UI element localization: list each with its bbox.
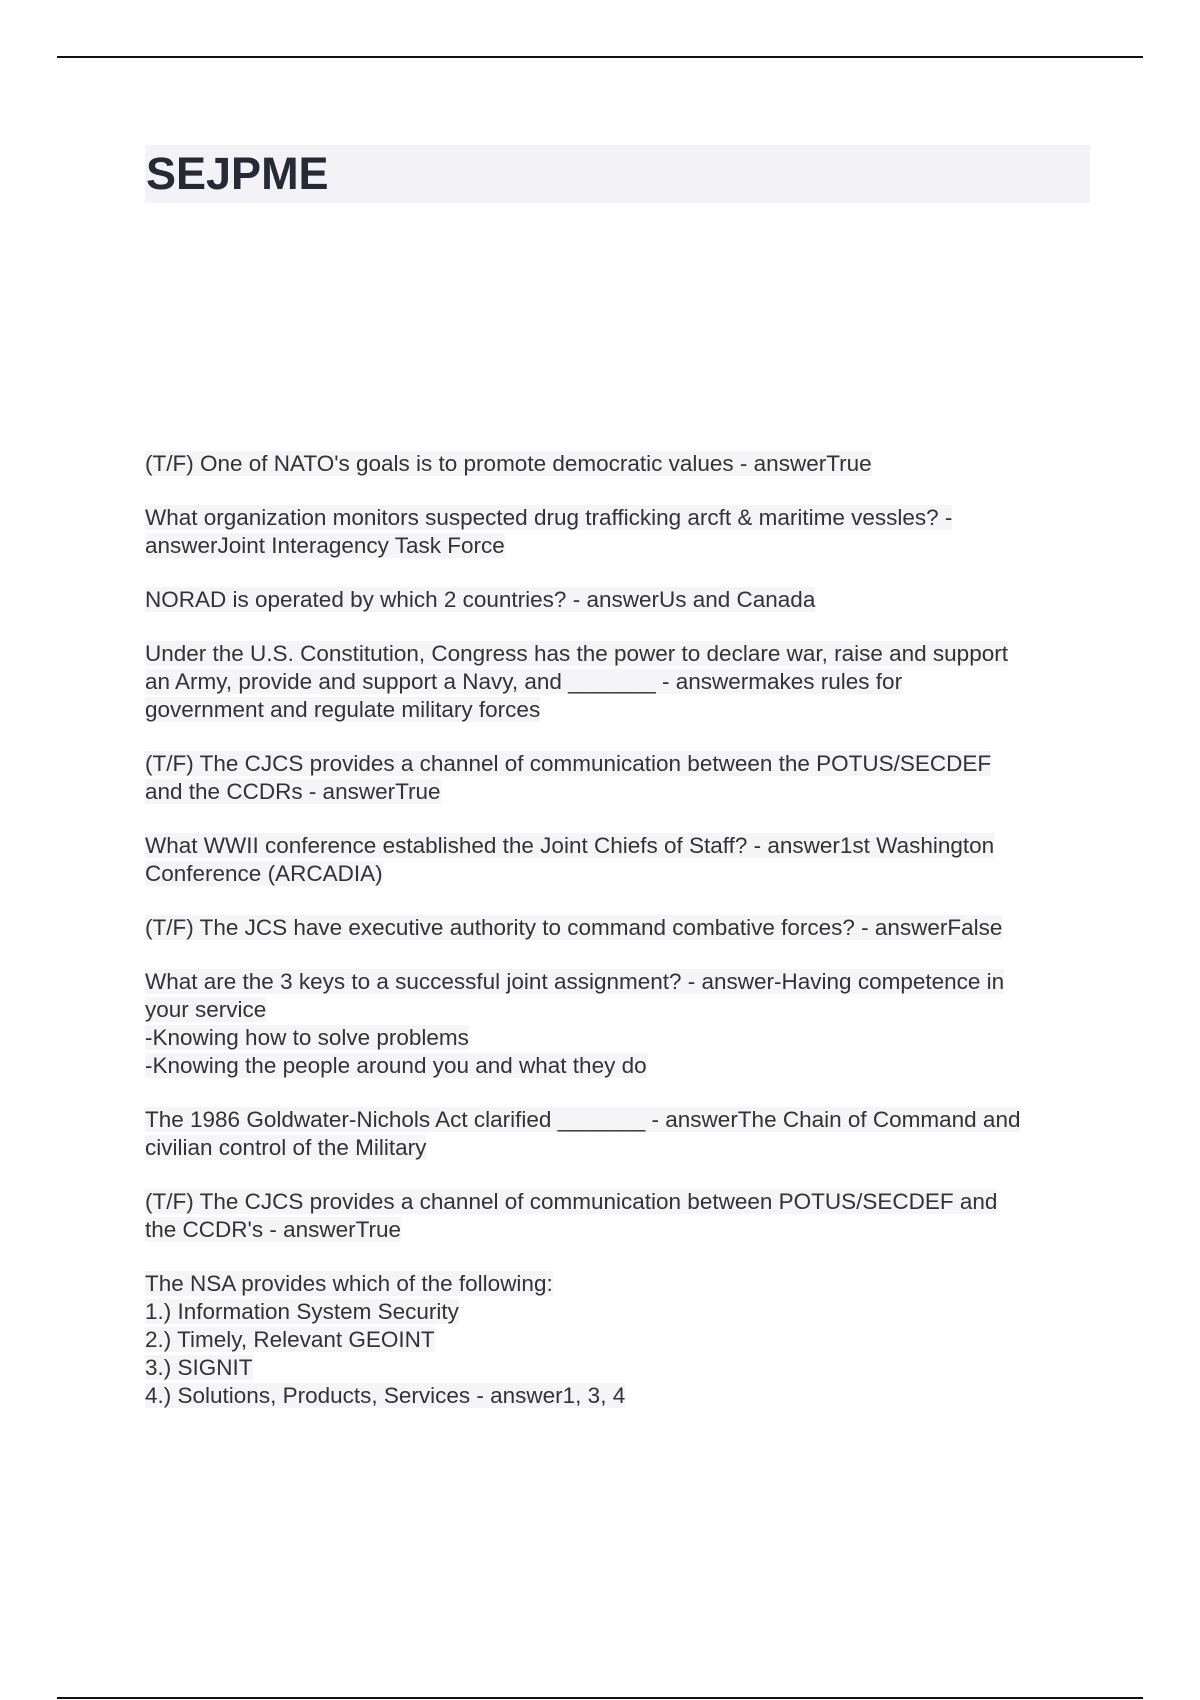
qa-line-text: -Knowing the people around you and what they do <box>145 1053 647 1078</box>
qa-line <box>145 1298 1095 1326</box>
qa-line-text: -Knowing how to solve problems <box>145 1025 469 1050</box>
qa-line-text: 2.) Timely, Relevant GEOINT <box>145 1327 435 1352</box>
qa-line <box>145 1382 1095 1410</box>
qa-line-text: The NSA provides which of the following: <box>145 1271 553 1296</box>
top-rule <box>57 56 1143 58</box>
qa-line <box>145 778 1095 806</box>
qa-line-text: (T/F) One of NATO's goals is to promote democratic values - answerTrue <box>145 451 872 476</box>
qa-item-5 <box>145 750 1095 806</box>
qa-line <box>145 750 1095 778</box>
qa-line-text: 3.) SIGNIT <box>145 1355 253 1380</box>
qa-item-10 <box>145 1188 1095 1244</box>
qa-line <box>145 860 1095 888</box>
qa-line <box>145 1134 1095 1162</box>
qa-line-text: (T/F) The CJCS provides a channel of communication between POTUS/SECDEF and <box>145 1189 998 1214</box>
qa-line-text: Conference (ARCADIA) <box>145 861 383 886</box>
qa-line <box>145 1270 1095 1298</box>
qa-line <box>145 1052 1095 1080</box>
qa-line-text: your service <box>145 997 267 1022</box>
qa-line <box>145 1354 1095 1382</box>
qa-line-text: answerJoint Interagency Task Force <box>145 533 505 558</box>
qa-line <box>145 640 1095 668</box>
qa-line <box>145 1216 1095 1244</box>
qa-item-8 <box>145 968 1095 1080</box>
qa-line <box>145 1024 1095 1052</box>
qa-line-text: an Army, provide and support a Navy, and _______ - answermakes rules for <box>145 669 903 694</box>
qa-item-2 <box>145 504 1095 560</box>
qa-line <box>145 668 1095 696</box>
qa-line <box>145 1106 1095 1134</box>
qa-line-text: 1.) Information System Security <box>145 1299 459 1324</box>
qa-line-text: The 1986 Goldwater-Nichols Act clarified _______ - answerThe Chain of Command and <box>145 1107 1021 1132</box>
qa-line <box>145 832 1095 860</box>
qa-line-text: and the CCDRs - answerTrue <box>145 779 441 804</box>
bottom-rule <box>57 1697 1143 1699</box>
qa-line-text: civilian control of the Military <box>145 1135 427 1160</box>
qa-list <box>145 450 1095 1436</box>
qa-line <box>145 450 1095 478</box>
qa-line-text: What organization monitors suspected drug trafficking arcft & maritime vessles? - <box>145 505 953 530</box>
qa-line <box>145 586 1095 614</box>
qa-line <box>145 1188 1095 1216</box>
qa-item-6 <box>145 832 1095 888</box>
qa-line-text: Under the U.S. Constitution, Congress has the power to declare war, raise and support <box>145 641 1008 666</box>
qa-line-text: What WWII conference established the Joint Chiefs of Staff? - answer1st Washington <box>145 833 995 858</box>
qa-line <box>145 968 1095 996</box>
qa-item-4 <box>145 640 1095 724</box>
qa-item-3 <box>145 586 1095 614</box>
qa-line-text: (T/F) The JCS have executive authority to command combative forces? - answerFalse <box>145 915 1003 940</box>
qa-item-11 <box>145 1270 1095 1410</box>
qa-line <box>145 996 1095 1024</box>
qa-line <box>145 504 1095 532</box>
qa-line-text: the CCDR's - answerTrue <box>145 1217 402 1242</box>
qa-line-text: 4.) Solutions, Products, Services - answer1, 3, 4 <box>145 1383 626 1408</box>
qa-line <box>145 532 1095 560</box>
qa-line-text: What are the 3 keys to a successful joint assignment? - answer-Having competence in <box>145 969 1005 994</box>
qa-line-text: (T/F) The CJCS provides a channel of communication between the POTUS/SECDEF <box>145 751 992 776</box>
qa-line-text: NORAD is operated by which 2 countries? - answerUs and Canada <box>145 587 816 612</box>
qa-item-7 <box>145 914 1095 942</box>
document-title: SEJPME <box>146 148 329 199</box>
qa-line-text: government and regulate military forces <box>145 697 541 722</box>
qa-line <box>145 1326 1095 1354</box>
qa-item-9 <box>145 1106 1095 1162</box>
qa-item-1 <box>145 450 1095 478</box>
qa-line <box>145 914 1095 942</box>
qa-line <box>145 696 1095 724</box>
